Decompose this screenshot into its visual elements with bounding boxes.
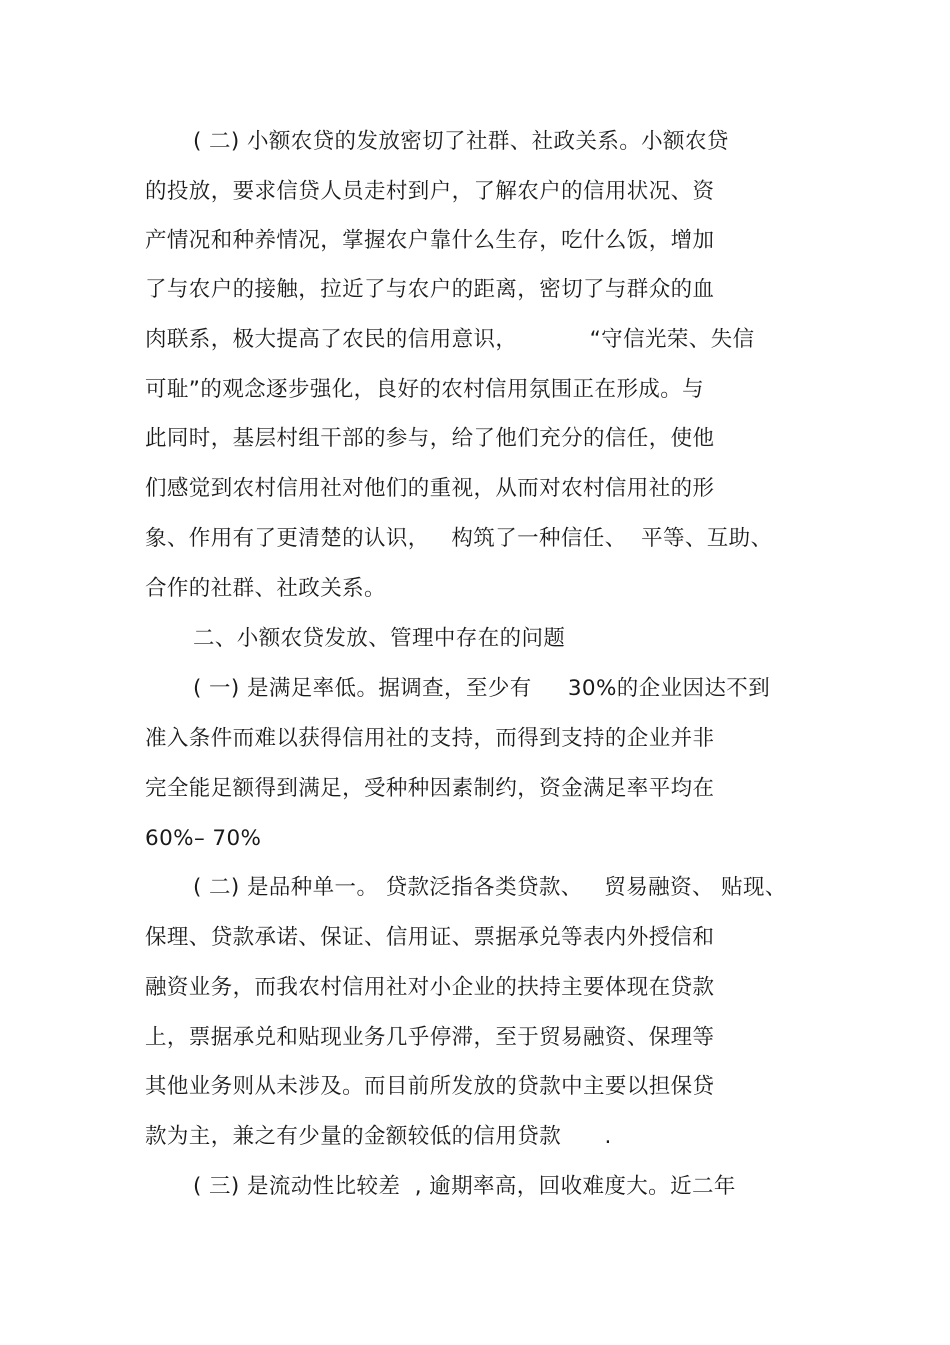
paragraph-line: 款为主，兼之有少量的金额较低的信用贷款 . bbox=[145, 1124, 612, 1149]
paragraph-line: 的投放，要求信贷人员走村到户，了解农户的信用状况、资 bbox=[145, 179, 715, 204]
paragraph-line: 了与农户的接触，拉近了与农户的距离，密切了与群众的血 bbox=[145, 277, 715, 302]
paragraph-line: 产情况和种养情况，掌握农户靠什么生存，吃什么饭，增加 bbox=[145, 228, 715, 253]
paragraph-line: 上，票据承兑和贴现业务几乎停滞，至于贸易融资、保理等 bbox=[145, 1025, 715, 1050]
paragraph-line: ( 二) 是品种单一。 贷款泛指各类贷款、 贸易融资、 贴现、 bbox=[193, 875, 787, 900]
paragraph-line: 融资业务，而我农村信用社对小企业的扶持主要体现在贷款 bbox=[145, 975, 715, 1000]
section-heading: 二、小额农贷发放、管理中存在的问题 bbox=[193, 626, 566, 651]
paragraph-line: 其他业务则从未涉及。而目前所发放的贷款中主要以担保贷 bbox=[145, 1074, 715, 1099]
paragraph-line: ( 二) 小额农贷的发放密切了社群、社政关系。小额农贷 bbox=[193, 129, 729, 154]
paragraph-line: 60%– 70% bbox=[145, 826, 262, 851]
paragraph-line: 完全能足额得到满足，受种种因素制约，资金满足率平均在 bbox=[145, 776, 715, 801]
paragraph-line: 象、作用有了更清楚的认识， 构筑了一种信任、 平等、互助、 bbox=[145, 526, 773, 551]
paragraph-line: 肉联系，极大提高了农民的信用意识， “守信光荣、失信 bbox=[145, 327, 755, 352]
paragraph-line: 可耻”的观念逐步强化，良好的农村信用氛围正在形成。与 bbox=[145, 377, 705, 402]
paragraph-line: 此同时，基层村组干部的参与，给了他们充分的信任，使他 bbox=[145, 426, 715, 451]
paragraph-line: ( 三) 是流动性比较差 , 逾期率高，回收难度大。近二年 bbox=[193, 1174, 736, 1199]
paragraph-line: 合作的社群、社政关系。 bbox=[145, 576, 386, 601]
paragraph-line: 准入条件而难以获得信用社的支持，而得到支持的企业并非 bbox=[145, 726, 715, 751]
paragraph-line: ( 一) 是满足率低。据调查，至少有 30%的企业因达不到 bbox=[193, 676, 771, 701]
paragraph-line: 保理、贷款承诺、保证、信用证、票据承兑等表内外授信和 bbox=[145, 925, 715, 950]
paragraph-line: 们感觉到农村信用社对他们的重视，从而对农村信用社的形 bbox=[145, 476, 715, 501]
